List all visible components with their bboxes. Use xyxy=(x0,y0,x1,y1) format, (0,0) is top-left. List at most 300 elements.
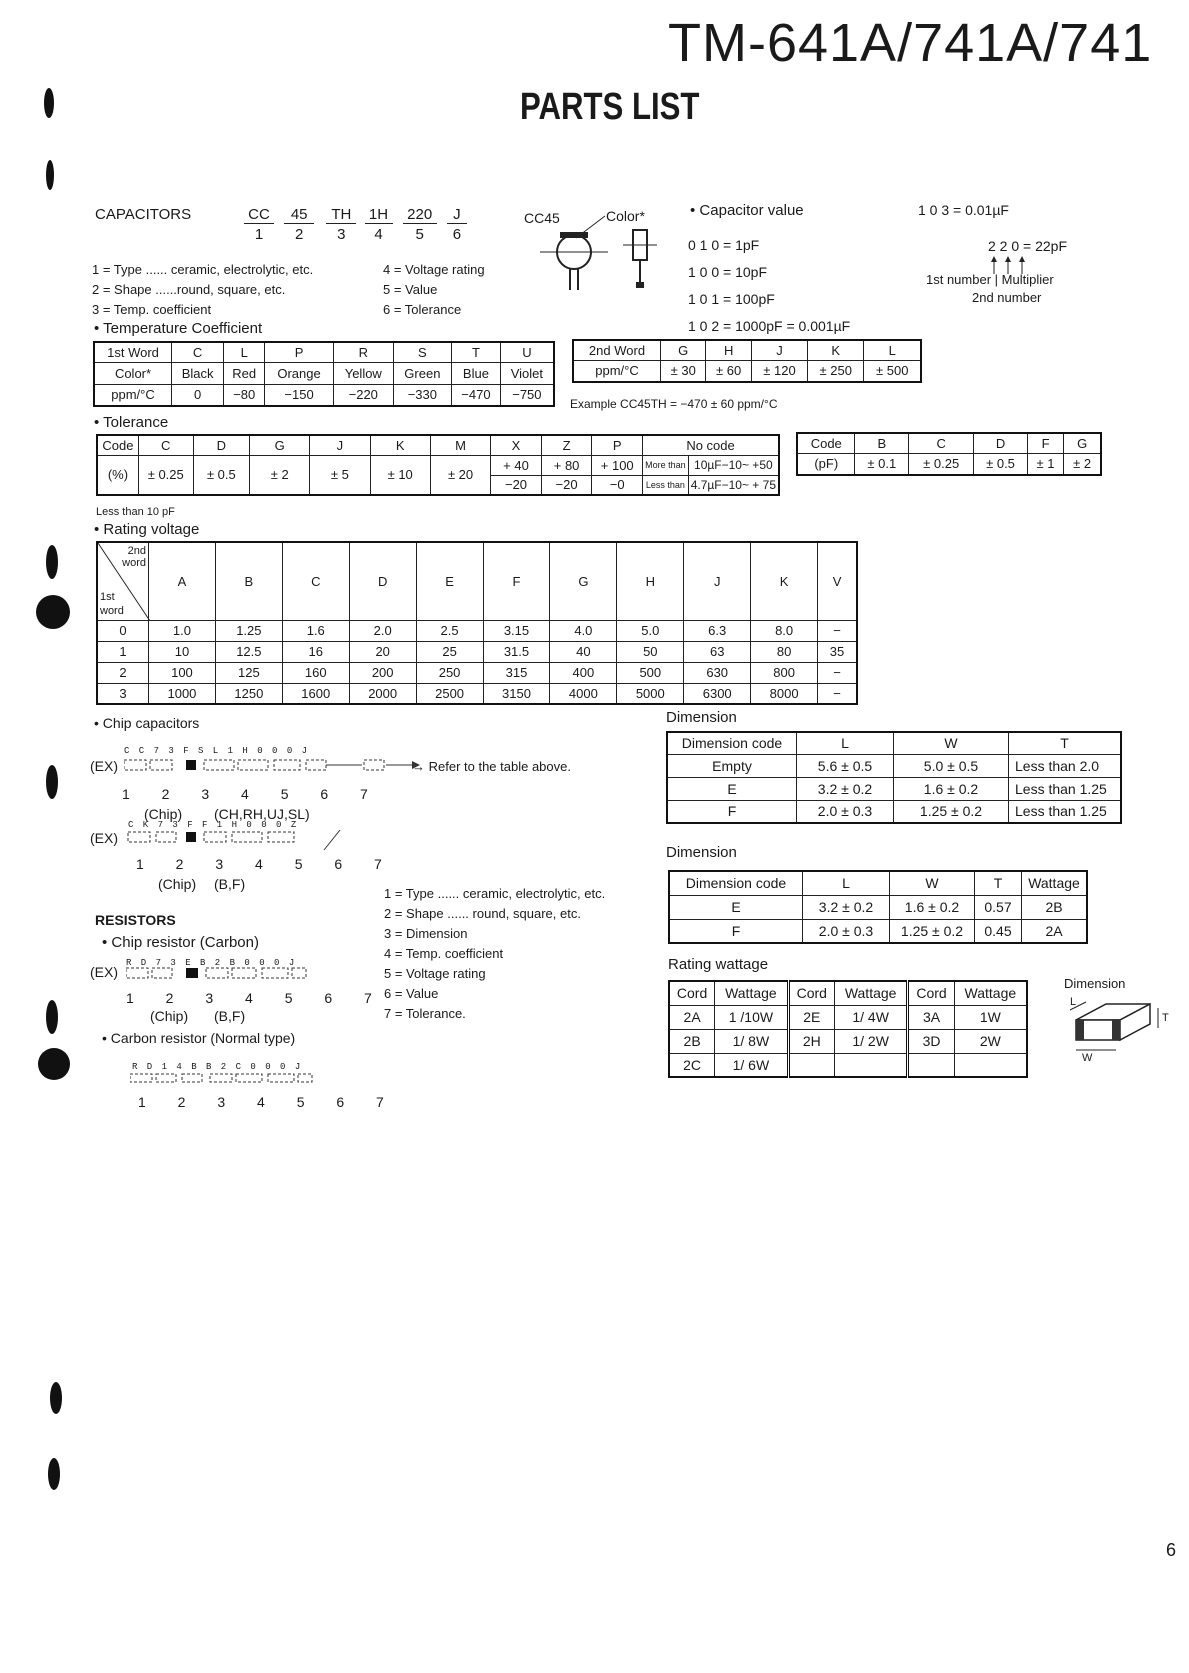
table-cell: F xyxy=(667,800,797,823)
table-cell: 500 xyxy=(617,662,684,683)
chip-code-1: C C 7 3 F S L 1 H 0 0 0 J xyxy=(124,746,310,756)
table-cell: S xyxy=(393,342,451,362)
multiplier-text: Multiplier xyxy=(1001,272,1054,287)
column-header: H xyxy=(617,542,684,620)
code-part: 1H xyxy=(365,206,393,224)
model-number: TM-641A/741A/741 xyxy=(668,13,1153,73)
table-cell: Wattage xyxy=(1022,871,1088,895)
table-cell: L xyxy=(864,340,921,360)
table-cell: 4.0 xyxy=(550,620,617,641)
binder-mark xyxy=(46,765,58,799)
chip-resistor-heading: • Chip resistor (Carbon) xyxy=(102,934,259,951)
table-cell: ± 20 xyxy=(430,455,490,495)
table-cell: 1600 xyxy=(282,683,349,704)
table-cell: 2B xyxy=(1022,895,1088,919)
table-cell: 2.5 xyxy=(416,620,483,641)
table-cell: ± 1 xyxy=(1027,453,1063,475)
code-number: 1 xyxy=(254,226,264,243)
chip-code-numbers-1: 1 2 3 4 5 6 7 xyxy=(122,786,382,802)
table-cell: G xyxy=(1064,433,1101,453)
capacitor-value-examples xyxy=(688,232,850,340)
table-cell: ± 0.25 xyxy=(138,455,193,495)
capacitor-code-numbers xyxy=(244,226,467,243)
table-cell: 2E xyxy=(788,1005,834,1029)
column-header: V xyxy=(818,542,857,620)
page-title: PARTS LIST xyxy=(520,86,700,128)
code-part: J xyxy=(447,206,467,224)
capacitor-code-example xyxy=(244,206,467,224)
table-cell: R xyxy=(333,342,393,362)
table-cell: ± 250 xyxy=(808,360,864,382)
table-cell: Yellow xyxy=(333,362,393,384)
first-number-label: 1st number | Multiplier xyxy=(926,272,1054,287)
table-cell: Cord xyxy=(788,981,834,1005)
table-cell: 3.15 xyxy=(483,620,550,641)
table-cell: 3A xyxy=(908,1005,954,1029)
table-cell: E xyxy=(669,895,803,919)
table-cell: U xyxy=(500,342,554,362)
tolerance-heading: • Tolerance xyxy=(94,414,169,431)
value-right-example: 1 0 3 = 0.01µF xyxy=(918,202,1009,218)
chip-ex-label-2: (EX) xyxy=(90,830,118,846)
table-cell: −80 xyxy=(224,384,265,406)
table-cell: ± 5 xyxy=(310,455,370,495)
resistor-code-boxes-2-icon xyxy=(130,1072,330,1090)
column-header: E xyxy=(416,542,483,620)
rating-wattage-table xyxy=(668,980,1028,1078)
table-cell: −20 xyxy=(541,475,592,495)
binder-mark xyxy=(44,88,54,118)
table-cell: ± 500 xyxy=(864,360,921,382)
chip-caps-heading: • Chip capacitors xyxy=(94,715,200,731)
table-cell: Z xyxy=(541,435,592,455)
refer-note: → Refer to the table above. xyxy=(412,759,571,774)
table-cell: 25 xyxy=(416,641,483,662)
first-number-text: 1st number xyxy=(926,272,992,287)
tolerance-note: Less than 10 pF xyxy=(96,506,175,518)
table-cell: 2.0 ± 0.3 xyxy=(803,919,890,943)
tolerance-table xyxy=(96,434,780,496)
column-header: C xyxy=(282,542,349,620)
table-cell: 1/ 4W xyxy=(834,1005,907,1029)
table-cell: 1/ 2W xyxy=(834,1029,907,1053)
capacitor-legend-left xyxy=(92,260,313,320)
code-part: 220 xyxy=(403,206,437,224)
rating-voltage-table xyxy=(96,541,858,705)
code-part: CC xyxy=(244,206,274,224)
table-cell: Wattage xyxy=(834,981,907,1005)
table-cell: J xyxy=(310,435,370,455)
table-cell: 1.6 ± 0.2 xyxy=(894,777,1009,800)
table-cell: L xyxy=(224,342,265,362)
table-cell: Dimension code xyxy=(669,871,803,895)
column-header: D xyxy=(349,542,416,620)
table-cell: ppm/°C xyxy=(573,360,661,382)
table-cell: H xyxy=(706,340,751,360)
legend-line: 4 = Voltage rating xyxy=(383,262,485,277)
table-cell: ppm/°C xyxy=(94,384,172,406)
table-cell: C xyxy=(909,433,974,453)
dimension1-heading: Dimension xyxy=(666,709,737,726)
code-number: 2 xyxy=(295,226,304,243)
column-header: J xyxy=(684,542,751,620)
table-cell: B xyxy=(855,433,909,453)
resistor-code-numbers-2: 1 2 3 4 5 6 7 xyxy=(138,1094,398,1110)
table-cell: Green xyxy=(393,362,451,384)
table-cell: 2.0 ± 0.3 xyxy=(797,800,894,823)
table-cell: K xyxy=(370,435,430,455)
table-cell: W xyxy=(894,732,1009,754)
table-cell: 31.5 xyxy=(483,641,550,662)
table-cell: 16 xyxy=(282,641,349,662)
table-cell: 1.25 ± 0.2 xyxy=(890,919,975,943)
page-number: 6 xyxy=(1166,1540,1177,1560)
table-cell: − xyxy=(818,620,857,641)
legend-line: 6 = Value xyxy=(384,986,439,1001)
table-cell: −330 xyxy=(393,384,451,406)
table-cell: 2H xyxy=(788,1029,834,1053)
table-cell: − xyxy=(818,683,857,704)
table-cell: 1/ 6W xyxy=(715,1053,788,1077)
table-cell: 1W xyxy=(954,1005,1027,1029)
table-cell: 2nd Word xyxy=(573,340,661,360)
table-cell: 20 xyxy=(349,641,416,662)
chip-code-boxes-icon xyxy=(124,756,424,780)
table-cell xyxy=(788,1053,834,1077)
temp-coeff-second-table xyxy=(572,339,922,383)
resistor-code-numbers-1: 1 2 3 4 5 6 7 xyxy=(126,990,386,1006)
binder-hole xyxy=(38,1048,70,1080)
dimension2-heading: Dimension xyxy=(666,844,737,861)
table-cell: 2B xyxy=(669,1029,715,1053)
value-example: 1 0 2 = 1000pF = 0.001µF xyxy=(688,318,851,334)
table-cell: More than xyxy=(643,455,689,475)
table-cell: 2.0 xyxy=(349,620,416,641)
binder-mark xyxy=(46,160,54,190)
chip-note-chip-2: (Chip) xyxy=(158,876,197,892)
table-cell: 800 xyxy=(751,662,818,683)
table-cell: 10 xyxy=(149,641,216,662)
corner-bottom: 1st word xyxy=(100,590,124,617)
table-cell xyxy=(908,1053,954,1077)
legend-line: 3 = Dimension xyxy=(384,926,468,941)
table-cell: 2C xyxy=(669,1053,715,1077)
legend-line: 1 = Type ...... ceramic, electrolytic, etc. xyxy=(384,886,606,901)
table-cell: Orange xyxy=(265,362,334,384)
table-cell: 50 xyxy=(617,641,684,662)
table-cell: 10µF−10~ +50 xyxy=(688,455,779,475)
table-cell: C xyxy=(172,342,224,362)
code-part: TH xyxy=(326,206,356,224)
table-cell: 1/ 8W xyxy=(715,1029,788,1053)
table-cell: ± 30 xyxy=(661,360,706,382)
temp-coeff-heading-text: Temperature Coefficient xyxy=(103,320,263,337)
table-cell: Code xyxy=(97,435,138,455)
table-cell: Dimension code xyxy=(667,732,797,754)
table-cell: 6300 xyxy=(684,683,751,704)
table-cell: 1000 xyxy=(149,683,216,704)
code-number: 3 xyxy=(337,226,346,243)
table-cell: −470 xyxy=(452,384,501,406)
table-cell: Less than 2.0 xyxy=(1009,754,1122,777)
code-number: 4 xyxy=(374,226,383,243)
table-cell: 63 xyxy=(684,641,751,662)
table-cell: + 40 xyxy=(491,455,542,475)
binder-hole xyxy=(36,595,70,629)
table-cell: 0.45 xyxy=(975,919,1022,943)
table-cell: Less than 1.25 xyxy=(1009,777,1122,800)
column-header: G xyxy=(550,542,617,620)
chip-code-numbers-2: 1 2 3 4 5 6 7 xyxy=(136,856,396,872)
table-cell: Wattage xyxy=(715,981,788,1005)
dim-l-label: L xyxy=(1070,996,1077,1008)
table-cell: −0 xyxy=(592,475,643,495)
rating-voltage-heading-text: Rating voltage xyxy=(103,521,200,538)
carbon-resistor-heading: • Carbon resistor (Normal type) xyxy=(102,1030,296,1046)
table-cell: Code xyxy=(797,433,855,453)
chip-caps-heading-text: Chip capacitors xyxy=(102,715,200,731)
table-cell: ± 60 xyxy=(706,360,751,382)
table-cell: ± 120 xyxy=(751,360,807,382)
table-cell: 2A xyxy=(1022,919,1088,943)
chip-ex-label-1: (EX) xyxy=(90,758,118,774)
capacitor-value-title: • Capacitor value xyxy=(690,202,804,219)
table-cell: 250 xyxy=(416,662,483,683)
table-cell: (pF) xyxy=(797,453,855,475)
column-header: A xyxy=(149,542,216,620)
table-cell: Cord xyxy=(669,981,715,1005)
table-cell: C xyxy=(138,435,193,455)
table-cell: 1.6 xyxy=(282,620,349,641)
table-cell: G xyxy=(250,435,310,455)
legend-line: 1 = Type ...... ceramic, electrolytic, etc. xyxy=(92,262,314,277)
resistor-ex-label: (EX) xyxy=(90,964,118,980)
temp-coeff-example: Example CC45TH = −470 ± 60 ppm/°C xyxy=(570,397,778,411)
table-cell: ± 10 xyxy=(370,455,430,495)
table-cell: 200 xyxy=(349,662,416,683)
chip-code-boxes-2-icon xyxy=(124,830,354,852)
multiplier-example: 2 2 0 = 22pF xyxy=(988,238,1068,254)
table-cell: 80 xyxy=(751,641,818,662)
resistor-code-boxes-icon xyxy=(126,966,326,988)
dim-t-label: T xyxy=(1162,1012,1169,1024)
table-cell: ± 2 xyxy=(250,455,310,495)
table-cell: ± 0.25 xyxy=(909,453,974,475)
table-cell: 1.25 ± 0.2 xyxy=(894,800,1009,823)
corner-top: 2nd word xyxy=(122,545,146,569)
table-cell: Color* xyxy=(94,362,172,384)
carbon-resistor-heading-text: Carbon resistor (Normal type) xyxy=(110,1030,296,1046)
legend-line: 4 = Temp. coefficient xyxy=(384,946,504,961)
table-cell: (%) xyxy=(97,455,138,495)
legend-line: 3 = Temp. coefficient xyxy=(92,302,212,317)
table-cell: Black xyxy=(172,362,224,384)
table-cell: −220 xyxy=(333,384,393,406)
resistor-note-chip: (Chip) xyxy=(150,1008,189,1024)
capacitors-label: CAPACITORS xyxy=(95,206,192,223)
table-cell: 630 xyxy=(684,662,751,683)
binder-mark xyxy=(46,1000,58,1034)
resistor-code-1: R D 7 3 E B 2 B 0 0 0 J xyxy=(126,958,297,968)
table-cell: 160 xyxy=(282,662,349,683)
table-cell: Wattage xyxy=(954,981,1027,1005)
table-cell xyxy=(954,1053,1027,1077)
resistor-note-types: (B,F) xyxy=(214,1008,246,1024)
cc45-label: CC45 xyxy=(524,210,560,226)
table-cell: 6.3 xyxy=(684,620,751,641)
table-cell: −750 xyxy=(500,384,554,406)
table-cell: 3.2 ± 0.2 xyxy=(803,895,890,919)
table-cell: G xyxy=(661,340,706,360)
table-cell: 5.0 xyxy=(617,620,684,641)
capacitor-legend-right xyxy=(383,260,485,320)
table-cell: Blue xyxy=(452,362,501,384)
table-cell: K xyxy=(808,340,864,360)
resistor-code-2: R D 1 4 B B 2 C 0 0 0 J xyxy=(132,1062,303,1072)
code-part: 45 xyxy=(284,206,314,224)
table-cell: D xyxy=(193,435,250,455)
value-example: 0 1 0 = 1pF xyxy=(688,237,760,253)
table-cell: Cord xyxy=(908,981,954,1005)
corner-cell xyxy=(97,542,149,620)
table-cell: Less than xyxy=(643,475,689,495)
table-cell: F xyxy=(669,919,803,943)
capacitor-drawing-icon xyxy=(530,212,680,294)
binder-mark xyxy=(48,1458,60,1490)
table-cell: ± 2 xyxy=(1064,453,1101,475)
table-cell: T xyxy=(975,871,1022,895)
rating-voltage-heading: • Rating voltage xyxy=(94,521,200,538)
second-number-label: 2nd number xyxy=(972,290,1042,305)
table-cell: 4.7µF−10~ + 75 xyxy=(688,475,779,495)
table-cell: 1.6 ± 0.2 xyxy=(890,895,975,919)
table-cell: 2W xyxy=(954,1029,1027,1053)
temp-coeff-table xyxy=(93,341,555,407)
table-cell: 2500 xyxy=(416,683,483,704)
table-cell: 100 xyxy=(149,662,216,683)
table-cell: L xyxy=(797,732,894,754)
chip-note-types-1: (CH,RH,UJ,SL) xyxy=(214,806,310,822)
table-cell: ± 0.1 xyxy=(855,453,909,475)
tolerance-pf-table xyxy=(796,432,1102,476)
table-cell: − xyxy=(818,662,857,683)
dimension-drawing-label: Dimension xyxy=(1064,976,1126,991)
legend-line: 2 = Shape ...... round, square, etc. xyxy=(384,906,581,921)
dimension1-table xyxy=(666,731,1122,824)
table-cell: 1st Word xyxy=(94,342,172,362)
column-header: F xyxy=(483,542,550,620)
color-label: Color* xyxy=(606,208,645,224)
chip-note-chip-1: (Chip) xyxy=(144,806,183,822)
tolerance-heading-text: Tolerance xyxy=(103,414,169,431)
table-cell: 2A xyxy=(669,1005,715,1029)
chip-dimension-icon xyxy=(1064,998,1164,1066)
table-cell: 5000 xyxy=(617,683,684,704)
table-cell: 3D xyxy=(908,1029,954,1053)
table-cell: 40 xyxy=(550,641,617,662)
legend-line: 5 = Voltage rating xyxy=(384,966,486,981)
dimension2-table xyxy=(668,870,1088,944)
table-cell: Less than 1.25 xyxy=(1009,800,1122,823)
table-cell: X xyxy=(491,435,542,455)
table-cell: 125 xyxy=(215,662,282,683)
table-cell: T xyxy=(452,342,501,362)
table-cell: + 100 xyxy=(592,455,643,475)
table-cell: P xyxy=(265,342,334,362)
value-example: 1 0 0 = 10pF xyxy=(688,264,768,280)
table-cell: M xyxy=(430,435,490,455)
table-cell: T xyxy=(1009,732,1122,754)
table-cell: E xyxy=(667,777,797,800)
table-cell: 35 xyxy=(818,641,857,662)
table-cell: −150 xyxy=(265,384,334,406)
table-cell: 0.57 xyxy=(975,895,1022,919)
table-cell: 5.0 ± 0.5 xyxy=(894,754,1009,777)
row-label: 3 xyxy=(97,683,149,704)
chip-code-2: C K 7 3 F F 1 H 0 0 0 Z xyxy=(128,820,299,830)
table-cell: + 80 xyxy=(541,455,592,475)
row-label: 2 xyxy=(97,662,149,683)
legend-line: 5 = Value xyxy=(383,282,438,297)
table-cell: 1250 xyxy=(215,683,282,704)
table-cell: 0 xyxy=(172,384,224,406)
table-cell: 1.0 xyxy=(149,620,216,641)
chip-legend xyxy=(384,884,605,1024)
value-example: 1 0 1 = 100pF xyxy=(688,291,775,307)
value-title-text: Capacitor value xyxy=(699,202,804,219)
table-cell: No code xyxy=(643,435,779,455)
legend-line: 7 = Tolerance. xyxy=(384,1006,466,1021)
table-cell: 400 xyxy=(550,662,617,683)
table-cell: 3.2 ± 0.2 xyxy=(797,777,894,800)
legend-line: 2 = Shape ......round, square, etc. xyxy=(92,282,286,297)
binder-mark xyxy=(46,545,58,579)
column-header: K xyxy=(751,542,818,620)
legend-line: 6 = Tolerance xyxy=(383,302,462,317)
table-cell: 1 /10W xyxy=(715,1005,788,1029)
table-cell: 12.5 xyxy=(215,641,282,662)
table-cell: 3150 xyxy=(483,683,550,704)
table-cell: L xyxy=(803,871,890,895)
table-cell: J xyxy=(751,340,807,360)
temp-coeff-heading: • Temperature Coefficient xyxy=(94,320,263,337)
table-cell: P xyxy=(592,435,643,455)
resistors-heading: RESISTORS xyxy=(95,912,176,928)
column-header: B xyxy=(215,542,282,620)
table-cell: Red xyxy=(224,362,265,384)
row-label: 0 xyxy=(97,620,149,641)
table-cell: 315 xyxy=(483,662,550,683)
table-cell: 8.0 xyxy=(751,620,818,641)
table-cell: 4000 xyxy=(550,683,617,704)
table-cell: 8000 xyxy=(751,683,818,704)
table-cell: Empty xyxy=(667,754,797,777)
table-cell xyxy=(834,1053,907,1077)
table-cell: D xyxy=(974,433,1028,453)
code-number: 5 xyxy=(415,226,424,243)
chip-note-types-2: (B,F) xyxy=(214,876,246,892)
table-cell: −20 xyxy=(491,475,542,495)
table-cell: F xyxy=(1027,433,1063,453)
table-cell: ± 0.5 xyxy=(974,453,1028,475)
table-cell: Violet xyxy=(500,362,554,384)
row-label: 1 xyxy=(97,641,149,662)
table-cell: 2000 xyxy=(349,683,416,704)
dim-w-label: W xyxy=(1082,1052,1093,1064)
table-cell: W xyxy=(890,871,975,895)
chip-resistor-heading-text: Chip resistor (Carbon) xyxy=(111,934,259,951)
table-cell: 1.25 xyxy=(215,620,282,641)
